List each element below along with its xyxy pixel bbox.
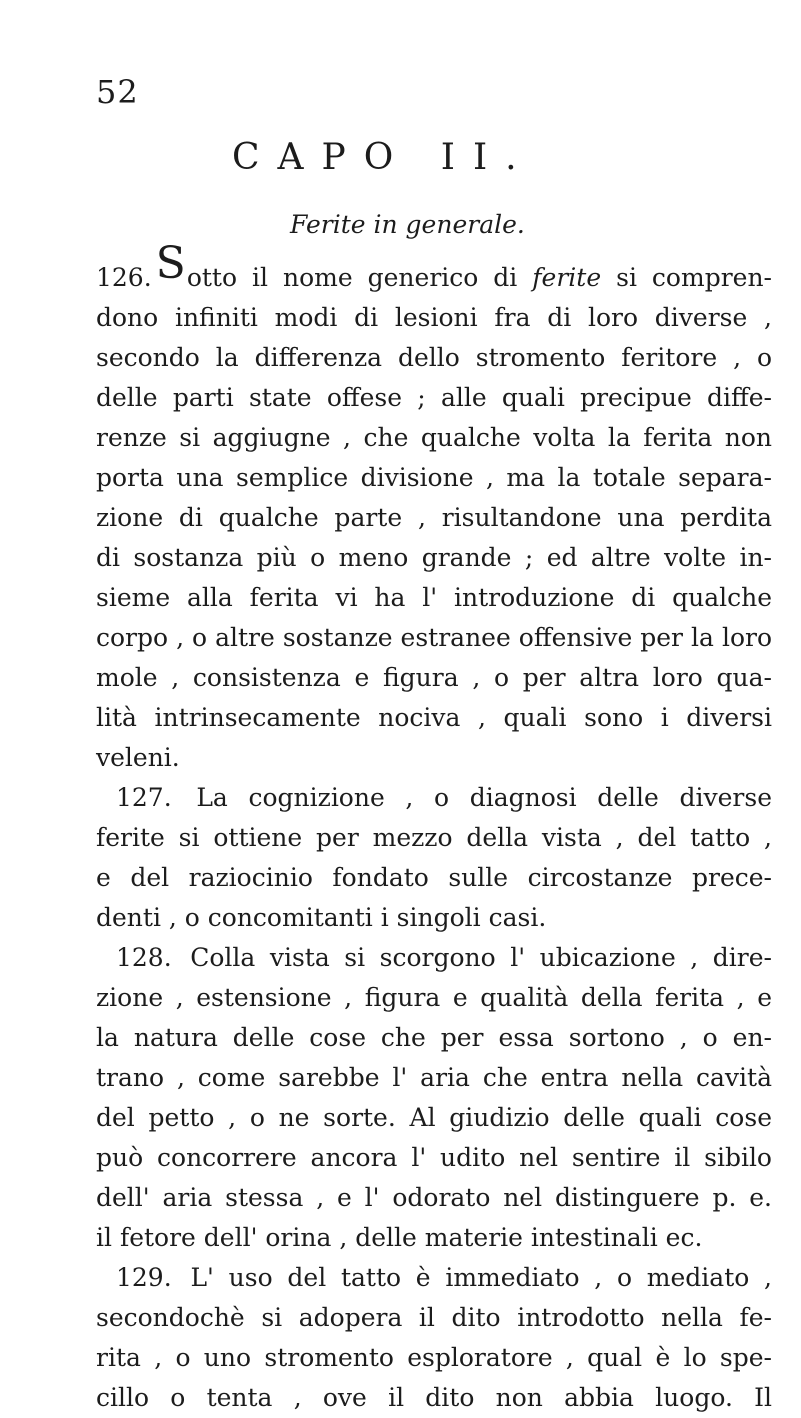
text-line: cillo o tenta , ove il dito non abbia luogo. Il [96,1383,772,1412]
line-text: si compren- [601,263,772,292]
text-line [116,1258,772,1298]
page-number: 52 [96,73,139,111]
text-line: il fetore dell' orina , delle materie intestinali ec. [96,1223,703,1252]
text-line: di sostanza più o meno grande ; ed altre volte in- [96,543,772,572]
text-line: secondo la differenza dello stromento feritore , o [96,343,772,372]
text-line: mole , consistenza e figura , o per altra loro qua- [96,663,772,692]
text-line: del petto , o ne sorte. Al giudizio delle quali cose [96,1103,772,1132]
line-text: Colla vista si scorgono l' ubicazione , dire- [190,943,772,972]
italic-term: ferite [532,263,602,292]
chapter-title: CAPO II. [232,137,535,178]
text-line: lità intrinsecamente nociva , quali sono i diversi [96,703,772,732]
text-line: dono infiniti modi di lesioni fra di loro diverse , [96,303,772,332]
text-line: sieme alla ferita vi ha l' introduzione di qualche [96,583,772,612]
drop-cap: S [155,238,186,289]
line-text: otto il nome generico di [186,263,533,292]
line-text: La cognizione , o diagnosi delle diverse [196,783,772,812]
section-title: Ferite in generale. [290,210,525,239]
paragraph-number: 129. [116,1263,172,1292]
text-line: e del raziocinio fondato sulle circostanze prece- [96,863,772,892]
paragraph-number: 126. [96,263,152,292]
text-line: la natura delle cose che per essa sortono , o en- [96,1023,772,1052]
text-line [116,938,772,978]
text-line: ferite si ottiene per mezzo della vista , del tatto , [96,823,772,852]
text-line: delle parti state offese ; alle quali precipue diffe- [96,383,772,412]
paragraph-number: 128. [116,943,172,972]
text-line: renze si aggiugne , che qualche volta la ferita non [96,423,772,452]
text-line: dell' aria stessa , e l' odorato nel distinguere p. e. [96,1183,772,1212]
text-line: denti , o concomitanti i singoli casi. [96,903,547,932]
text-line: zione di qualche parte , risultandone una perdita [96,503,772,532]
text-line: corpo , o altre sostanze estranee offensive per la loro [96,623,772,652]
text-line: zione , estensione , figura e qualità della ferita , e [96,983,772,1012]
text-line: porta una semplice divisione , ma la totale separa- [96,463,772,492]
text-line [116,778,772,818]
text-line: può concorrere ancora l' udito nel sentire il sibilo [96,1143,772,1172]
paragraph-number: 127. [116,783,172,812]
text-line: trano , come sarebbe l' aria che entra nella cavità [96,1063,772,1092]
text-line: veleni. [96,743,180,772]
text-line: secondochè si adopera il dito introdotto nella fe- [96,1303,772,1332]
line-text: L' uso del tatto è immediato , o mediato , [190,1263,773,1292]
text-line: rita , o uno stromento esploratore , qual è lo spe- [96,1343,772,1372]
text-line [96,238,772,298]
